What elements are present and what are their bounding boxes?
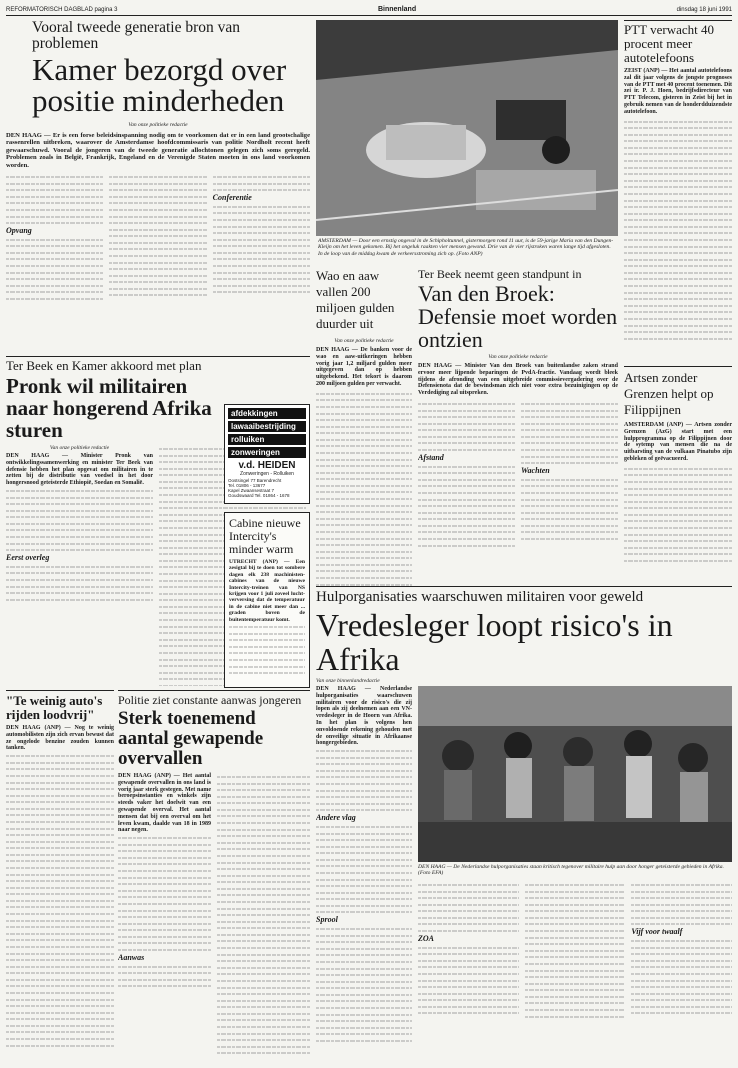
header-date: dinsdag 18 juni 1991 bbox=[676, 6, 732, 13]
article-kicker: Vooral tweede generatie bron van problemen bbox=[32, 20, 241, 52]
broek-byline: Van onze politieke redactie bbox=[488, 354, 548, 360]
loodvrij-body bbox=[6, 752, 114, 1048]
photo-schiphol-accident bbox=[316, 20, 618, 236]
ptt-lead: ZEIST (ANP) — Het aantal autotelefoons zal dit jaar volgens de jongste prognoses van de PTT met 40 procent toenemen. Dit zei ir. P. J. Hoen, bedrijfsdirecteur van PTT Telecom, gisteren in Zeist bij het in gebruik nemen van de honderdduizendste autotelefoon. bbox=[624, 68, 732, 115]
ad-brand: v.d. HEIDEN bbox=[238, 460, 296, 471]
article-ptt bbox=[624, 20, 732, 360]
politie-headline: Sterk toenemend aantal gewapende overvallen bbox=[118, 708, 264, 769]
advertisement-vd-heiden bbox=[224, 404, 310, 504]
photo-caption: AMSTERDAM — Door een ernstig ongeval in de Schipholtunnel, gistermorgen rond 11 uur, is de 59-jarige Maria van den Dungen-Kleijn om het leven gekomen. Bij het ongeluk raakten vier mensen gewond. Drie van de vier rijstroken waren lange tijd afgesloten. In de loop van de middag kwam de verkeersstroming zich op. (Foto ANP) bbox=[318, 238, 614, 257]
wao-headline: Wao en aaw vallen 200 miljoen gulden duurder uit bbox=[316, 268, 395, 331]
broek-lead: DEN HAAG — Minister Van den Broek van buitenlandse zaken strand ervoor meer lijpende beparingen de PvdA-fractie. Vandaag wordt bleek tijdens de afronding van een uitgebreide commissievergadering over de Defensienota dat de bewindsman zich niet voor extra bezuinigingen op de Verdediging zal uitspreken. bbox=[418, 363, 618, 397]
politie-body bbox=[118, 773, 310, 1056]
ptt-body bbox=[624, 118, 732, 341]
article-body bbox=[6, 173, 310, 301]
header-paper: REFORMATORISCH DAGBLAD pagina 3 bbox=[6, 6, 118, 13]
vredes-col1 bbox=[316, 686, 412, 1043]
subhead-wachten: Wachten bbox=[521, 465, 550, 475]
wao-body bbox=[316, 390, 412, 587]
ad-item: afdekkingen bbox=[228, 408, 306, 419]
africa-headline: Pronk wil militairen naar hongerend Afrika sturen bbox=[6, 374, 212, 442]
subhead-afstand: Afstand bbox=[418, 452, 444, 462]
politie-kicker: Politie ziet constante aanwas jongeren bbox=[118, 693, 302, 707]
article-headline: Kamer bezorgd over positie minderheden bbox=[32, 52, 287, 118]
africa-kicker: Ter Beek en Kamer akkoord met plan bbox=[6, 358, 202, 373]
article-vredesleger bbox=[316, 586, 732, 1062]
article-byline: Van onze politieke redactie bbox=[128, 122, 188, 128]
africa-byline: Van onze politieke redactie bbox=[49, 445, 110, 451]
article-artsen bbox=[624, 366, 732, 580]
africa-lead: DEN HAAG — Minister Pronk van ontwikkelingssamenwerking en minister Ter Beek van defensie hebben het plan opgevat om militairen in te zetten bij de distributie van voedsel in het door hongersnood geteisterde Ethiopië, Soedan en Somalië. bbox=[6, 453, 153, 487]
broek-headline: Van den Broek: Defensie moet worden ontzien bbox=[418, 281, 618, 352]
wao-byline: Van onze politieke redactie bbox=[334, 338, 394, 344]
ad-item: rolluiken bbox=[228, 434, 306, 445]
broek-body bbox=[418, 400, 618, 548]
vredes-kicker: Hulporganisaties waarschuwen militairen voor geweld bbox=[316, 589, 644, 605]
vredes-body bbox=[418, 881, 732, 1019]
page-header bbox=[6, 4, 732, 16]
subhead-vijf-voor-twaalf: Vijf voor twaalf bbox=[631, 927, 683, 937]
vredes-byline: Van onze binnenlandredactie bbox=[316, 678, 380, 684]
politie-lead: DEN HAAG (ANP) — Het aantal gewapende overvallen in ons land is vorig jaar sterk gestegen. Met name beroepsinstanties en winkels zijn steeds vaker het doelwit van een gewapende overval. Het aantal mensen dat bij een overval om het leven kwam, daalde van 18 in 1989 naar negen. bbox=[118, 773, 211, 834]
ad-item: lawaaibestrijding bbox=[228, 421, 306, 432]
subhead-sprool: Sprool bbox=[316, 915, 338, 925]
broek-kicker: Ter Beek neemt geen standpunt in bbox=[418, 268, 582, 281]
photo-hulporganisaties bbox=[418, 686, 732, 862]
vredes-headline: Vredesleger loopt risico's in Afrika bbox=[316, 607, 673, 677]
artsen-headline: Artsen zonder Grenzen helpt op Filippijnen bbox=[624, 370, 714, 417]
cabine-lead: UTRECHT (ANP) — Een zesigtal bij te doen tot sombere dagen elk 238 machinisten-cabines van de nieuwe Intercity-treinen van NS krijgen voor 1 juli zoveel lucht-verversing dat de temperatuur in de cabine niet meer dan ... graden boven de buitentemperatuur komt. bbox=[229, 559, 305, 623]
subhead-conferentie: Conferentie bbox=[212, 192, 252, 202]
subhead-aanwas: Aanwas bbox=[118, 952, 145, 962]
header-section: Binnenland bbox=[377, 6, 417, 13]
artsen-body bbox=[624, 465, 732, 563]
article-politie bbox=[118, 690, 310, 1060]
loodvrij-lead: DEN HAAG (ANP) — Nog te weinig automobilisten zijn zich ervan bewust dat ze ongelode benzine zouden kunnen tanken. bbox=[6, 725, 114, 752]
vredes-photo-caption: DEN HAAG — De Nederlandse hulporganisaties staan kritisch tegenover militaire hulp aan door honger geteisterde gebieden in Afrika. (Foto EFA) bbox=[418, 864, 724, 877]
article-minderheden bbox=[6, 20, 310, 351]
wao-lead: DEN HAAG — De banken voor de wao en aaw-uitkeringen hebben vorig jaar 1,2 miljard gulden meer uitgegeven dan op hebben uitgebekend. Het tekort is daarom 200 miljoen gulden per verwacht. bbox=[316, 347, 412, 387]
artsen-lead: AMSTERDAM (ANP) — Artsen zonder Grenzen (AzG) start met een hulpprogramma op de Filippijnen door de sytemp van mensen die na de uitbarsting van de vulkaan Pinatubo zijn gebleken of geëvacueerd. bbox=[624, 422, 732, 462]
ad-item: zonweringen bbox=[228, 447, 306, 458]
subhead-andere-vlag: Andere vlag bbox=[316, 812, 356, 822]
subhead-eerst-overleg: Eerst overleg bbox=[6, 552, 50, 562]
article-loodvrij bbox=[6, 690, 114, 1060]
vredes-lead: DEN HAAG — Nederlandse hulporganisaties waarschuwen militairen voor de risico's die zij lopen als zij deelnemen aan een VN-vredesleger in de Hoorn van Afrika. In het plan is volgens hen onvoldoende rekening gehouden met de onveilige situatie in Afrikaanse hongergebieden. bbox=[316, 686, 412, 747]
article-van-den-broek bbox=[418, 268, 618, 608]
article-cabine bbox=[224, 512, 310, 688]
accident-image bbox=[316, 20, 618, 236]
article-wao bbox=[316, 268, 412, 608]
article-lead: DEN HAAG — Er is een forse beleidsinspanning nodig om te voorkomen dat er in een land grootschalige rassenrellen uitbreken, waarover de Amsterdamse hoofdcommissaris van politie Nordholt recent heeft gewaarschuwd. Vooral de jongeren van de tweede generatie allochtonen gelegen zich soms geregeld. Problemen zoals in België, Frankrijk, Engeland en de Verenigde Staten moeten in ons land voorkomen worden. bbox=[6, 132, 310, 169]
ad-address: Oostsingel 77 Barendrecht Tel. 01806 - 13677 Kapel Zwaansestraat 7 Goudswaard Tel. 01864 - 1678 bbox=[228, 478, 290, 498]
subhead-zoa: ZOA bbox=[418, 933, 434, 943]
loodvrij-headline: "Te weinig auto's rijden loodvrij" bbox=[6, 693, 103, 722]
cabine-headline: Cabine nieuwe Intercity's minder warm bbox=[229, 516, 301, 556]
ptt-headline: PTT verwacht 40 procent meer autotelefoons bbox=[624, 22, 715, 65]
crowd-image bbox=[418, 686, 732, 862]
ad-tagline: Zonweringen - Rolluiken bbox=[240, 471, 294, 477]
subhead-opvang: Opvang bbox=[6, 225, 32, 235]
